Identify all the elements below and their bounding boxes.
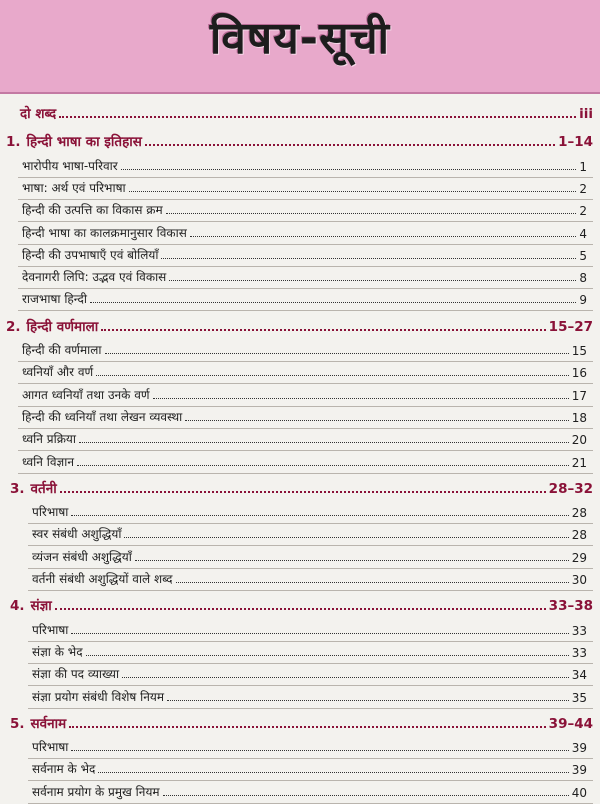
dot-leader	[153, 397, 569, 399]
divider	[18, 450, 593, 451]
dot-leader	[176, 581, 569, 583]
toc-entry-label: भाषा: अर्थ एवं परिभाषा	[22, 180, 126, 195]
dot-leader	[124, 536, 568, 538]
toc-entry-label: सर्वनाम के भेद	[32, 762, 96, 777]
toc-entry-label: ध्वनि प्रक्रिया	[22, 432, 76, 447]
toc-entry-page: 20	[571, 433, 587, 448]
toc-entry-page: 39	[571, 763, 587, 778]
toc-entry-page: 2	[579, 181, 587, 196]
toc-entry	[0, 224, 587, 241]
toc-entry	[0, 386, 587, 403]
toc-entry	[0, 548, 587, 565]
divider	[18, 199, 593, 200]
chapter-number: 2.	[6, 318, 21, 335]
divider	[18, 406, 593, 407]
page-title: विषय-सूची	[209, 13, 391, 64]
toc-entry-label: हिन्दी की उत्पत्ति का विकास क्रम	[22, 203, 163, 218]
toc-entry-page: 33	[571, 645, 587, 660]
toc-entry-label: सर्वनाम प्रयोग के प्रमुख नियम	[32, 784, 160, 799]
divider	[18, 288, 593, 289]
toc-entry-page: 4	[579, 226, 587, 241]
toc-entry	[0, 157, 587, 174]
chapter-row	[0, 596, 593, 614]
chapter-title: हिन्दी भाषा का इतिहास	[26, 134, 142, 151]
chapter-row	[0, 132, 593, 150]
toc-entry	[0, 341, 587, 358]
toc-entry	[0, 525, 587, 542]
toc-entry-label: भारोपीय भाषा-परिवार	[22, 158, 118, 173]
toc-entry-label: हिन्दी भाषा का कालक्रमानुसार विकास	[22, 225, 187, 240]
preface-label: दो शब्द	[20, 106, 57, 122]
chapter-number: 5.	[10, 715, 25, 732]
toc-entry-page: 1	[579, 159, 587, 174]
toc-entry	[0, 430, 587, 447]
dot-leader	[71, 749, 568, 751]
toc-entry-label: संज्ञा की पद व्याख्या	[32, 667, 120, 682]
chapter-row	[0, 714, 593, 732]
toc-entry	[0, 665, 587, 682]
toc-entry-page: 30	[571, 573, 587, 587]
toc-entry-page: 15	[571, 344, 587, 358]
divider	[28, 663, 593, 664]
divider	[28, 545, 593, 546]
dot-leader	[60, 490, 546, 493]
dot-leader	[71, 514, 568, 516]
toc-entry-label: देवनागरी लिपि: उद्भव एवं विकास	[22, 270, 167, 285]
chapter-title: हिन्दी वर्णमाला	[26, 318, 99, 335]
dot-leader	[105, 352, 569, 354]
toc-entry	[0, 760, 587, 777]
toc-entry-page: 33	[571, 623, 587, 638]
toc-entry	[0, 408, 587, 425]
toc-entry-page: 21	[571, 455, 587, 470]
toc-entry-page: 5	[579, 248, 587, 263]
toc-entry-label: आगत ध्वनियाँ तथा उनके वर्ण	[22, 387, 150, 402]
toc-entry-label: संज्ञा प्रयोग संबंधी विशेष नियम	[32, 689, 165, 704]
dot-leader	[135, 559, 569, 561]
divider	[18, 266, 593, 267]
toc-entry	[0, 179, 587, 196]
divider	[18, 361, 593, 362]
divider	[28, 758, 593, 759]
toc-entry	[0, 570, 587, 587]
chapter-pages: 33–38	[548, 598, 593, 615]
toc-entry	[0, 688, 587, 705]
toc-entry-page: 28	[571, 506, 587, 521]
preface-page: iii	[579, 106, 593, 122]
chapter-pages: 39–44	[548, 715, 593, 732]
divider	[28, 523, 593, 524]
divider	[18, 428, 593, 429]
divider	[18, 244, 593, 245]
toc-entry	[0, 453, 587, 470]
dot-leader	[161, 257, 576, 259]
dot-leader	[69, 725, 545, 728]
toc-entry-page: 9	[579, 293, 587, 308]
divider	[18, 310, 593, 311]
toc-entry	[0, 290, 587, 307]
toc-entry-label: हिन्दी की वर्णमाला	[22, 343, 102, 357]
divider	[18, 473, 593, 474]
dot-leader	[163, 794, 569, 796]
toc-entry	[0, 503, 587, 520]
divider	[28, 590, 593, 591]
chapter-number: 1.	[6, 134, 21, 151]
dot-leader	[169, 279, 576, 281]
divider	[18, 221, 593, 222]
divider	[28, 685, 593, 686]
toc-entry-label: राजभाषा हिन्दी	[22, 292, 87, 307]
toc-entry	[0, 738, 587, 755]
dot-leader	[122, 676, 569, 678]
chapter-row	[0, 104, 593, 122]
chapter-number: 4.	[10, 598, 25, 615]
dot-leader	[86, 654, 569, 656]
toc-entry-label: ध्वनि विज्ञान	[22, 454, 75, 469]
toc-entry-page: 18	[571, 410, 587, 425]
toc-entry-page: 16	[571, 366, 587, 381]
divider	[28, 780, 593, 781]
dot-leader	[121, 168, 577, 170]
toc-entry-page: 17	[571, 388, 587, 403]
toc-entry-label: परिभाषा	[32, 622, 69, 637]
chapter-row	[0, 317, 593, 335]
toc-entry-label: हिन्दी की ध्वनियाँ तथा लेखन व्यवस्था	[22, 409, 183, 424]
toc-entry-label: परिभाषा	[32, 740, 69, 755]
toc-entry-page: 40	[571, 785, 587, 800]
toc-entry-label: हिन्दी की उपभाषाएँ एवं बोलियाँ	[22, 247, 159, 262]
dot-leader	[190, 235, 577, 237]
toc-entry	[0, 363, 587, 380]
dot-leader	[71, 632, 568, 634]
divider	[18, 383, 593, 384]
dot-leader	[185, 419, 568, 421]
toc-entry-label: व्यंजन संबंधी अशुद्धियाँ	[32, 549, 132, 564]
divider	[28, 641, 593, 642]
toc-entry-page: 2	[579, 204, 587, 219]
toc-entry-label: संज्ञा के भेद	[32, 644, 83, 659]
dot-leader	[77, 464, 569, 466]
toc-entry	[0, 643, 587, 660]
dot-leader	[90, 301, 576, 303]
chapter-title: वर्तनी	[30, 480, 57, 497]
chapter-pages: 1–14	[558, 134, 593, 151]
toc-entry-page: 29	[571, 550, 587, 565]
dot-leader	[166, 212, 577, 214]
toc-entry	[0, 201, 587, 218]
chapter-title: सर्वनाम	[30, 715, 67, 732]
toc-entry	[0, 621, 587, 638]
chapter-title: संज्ञा	[30, 598, 52, 615]
dot-leader	[167, 699, 569, 701]
divider	[28, 568, 593, 569]
toc-entry	[0, 783, 587, 800]
dot-leader	[59, 115, 576, 118]
toc-entry-label: परिभाषा	[32, 505, 69, 520]
dot-leader	[79, 441, 569, 443]
toc-entry-page: 35	[571, 690, 587, 705]
dot-leader	[98, 771, 568, 773]
dot-leader	[101, 328, 545, 331]
toc-entry-page: 8	[579, 271, 587, 286]
toc-entry	[0, 268, 587, 285]
divider	[28, 708, 593, 709]
chapter-pages: 28–32	[548, 480, 593, 497]
toc-entry-label: वर्तनी संबंधी अशुद्धियों वाले शब्द	[32, 572, 173, 586]
dot-leader	[55, 607, 546, 610]
toc-entry-label: ध्वनियाँ और वर्ण	[22, 365, 94, 380]
chapter-row	[0, 479, 593, 497]
divider	[18, 177, 593, 178]
toc-entry	[0, 246, 587, 263]
toc-entry-page: 34	[571, 668, 587, 683]
dot-leader	[129, 190, 577, 192]
dot-leader	[96, 374, 569, 376]
dot-leader	[145, 143, 555, 146]
toc-entry-page: 39	[571, 741, 587, 756]
chapter-number: 3.	[10, 480, 25, 497]
chapter-pages: 15–27	[548, 318, 593, 335]
toc-entry-page: 28	[571, 528, 587, 543]
toc-entry-label: स्वर संबंधी अशुद्धियाँ	[32, 527, 122, 542]
